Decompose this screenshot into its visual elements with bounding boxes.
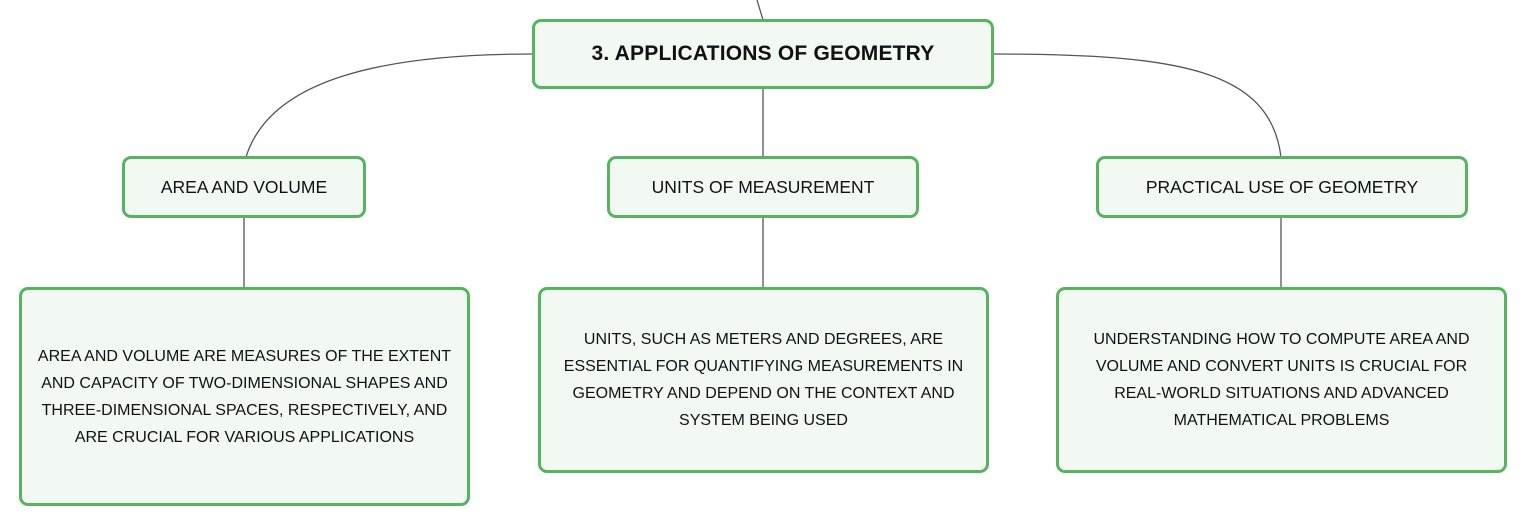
connector-root-to-area-and-volume [246,54,533,157]
detail-node-area-and-volume[interactable] [19,287,470,506]
topic-node-practical-use-of-geometry[interactable] [1096,156,1468,218]
detail-text-practical-use-of-geometry: UNDERSTANDING HOW TO COMPUTE AREA AND VOLUME AND CONVERT UNITS IS CRUCIAL FOR REAL-WORLD SITUATIONS AND ADVANCED MATHEMATICAL PROBLEMS [1093,331,1470,429]
detail-text-units-of-measurement: UNITS, SUCH AS METERS AND DEGREES, ARE ESSENTIAL FOR QUANTIFYING MEASUREMENTS IN GEOMETRY AND DEPEND ON THE CONTEXT AND SYSTEM BEING USED [563,331,964,429]
root-topic-node[interactable] [532,19,994,89]
connector-root-to-practical-use [993,54,1281,157]
detail-node-units-of-measurement[interactable] [538,287,989,473]
connector-parent-to-root [757,0,763,20]
topic-label-practical-use-of-geometry: PRACTICAL USE OF GEOMETRY [1145,176,1419,197]
topic-node-units-of-measurement[interactable] [607,156,919,218]
detail-node-practical-use-of-geometry[interactable] [1056,287,1507,473]
root-topic-title: 3. APPLICATIONS OF GEOMETRY [591,42,935,65]
topic-node-area-and-volume[interactable] [122,156,366,218]
detail-text-area-and-volume: AREA AND VOLUME ARE MEASURES OF THE EXTENT AND CAPACITY OF TWO-DIMENSIONAL SHAPES AND THREE-DIMENSIONAL SPACES, RESPECTIVELY, AND ARE CRUCIAL FOR VARIOUS APPLICATIONS [37,347,452,446]
topic-label-units-of-measurement: UNITS OF MEASUREMENT [651,176,875,197]
topic-label-area-and-volume: AREA AND VOLUME [160,176,328,197]
